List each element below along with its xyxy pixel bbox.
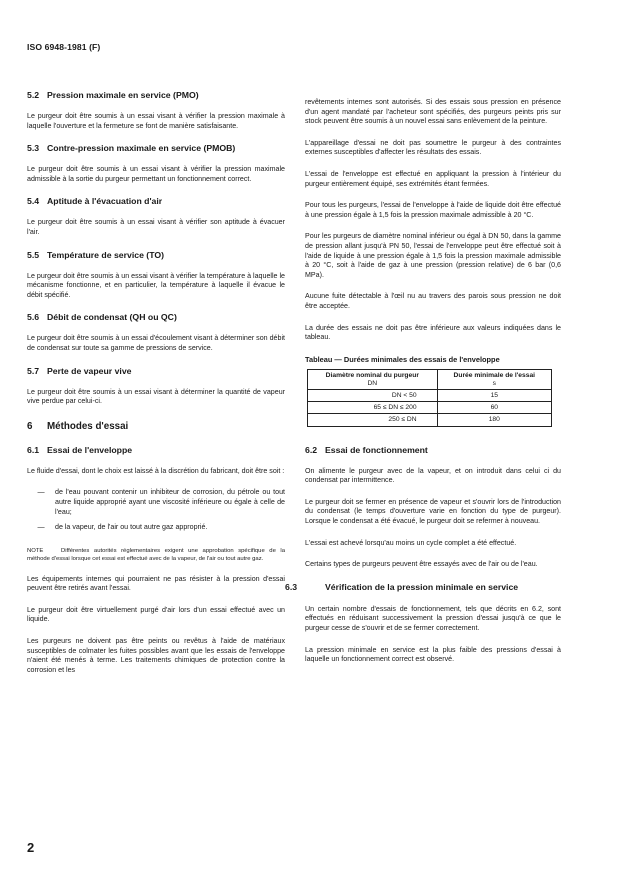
paragraph-6-2-cycle: L'essai est achevé lorsqu'au moins un cycle complet a été effectué. bbox=[305, 538, 517, 547]
paragraph-6-2-feed: On alimente le purgeur avec de la vapeur, et on introduit dans celui ci du condensat par intermittence. bbox=[305, 466, 561, 485]
paragraph-6-3-tests: Un certain nombre d'essais de fonctionnement, tels que décrits en 6.2, sont effectués en réduisant successivement la pression d'essai jusqu'à ce que le purgeur cesse de s'ouvrir et de se fermer correctement. bbox=[305, 604, 561, 632]
heading-6-2: 6.2 Essai de fonctionnement bbox=[305, 444, 428, 455]
paragraph-5-3: Le purgeur doit être soumis à un essai visant à vérifier la pression maximale admissible à la sortie du purgeur permettant un fonctionnement correct. bbox=[27, 165, 285, 183]
paragraph-coatings: revêtements internes sont autorisés. Si des essais sous pression en présence d'un agent mandaté par l'acheteur sont spécifiés, des purgeurs peints pris sur stock peuvent être soumis à un nouvel essai sans enlèvement de la peinture. bbox=[305, 98, 561, 126]
note: NOTE Différentes autorités réglementaires exigent une approbation spécifique de la méthode d'essai lorsque cet essai est effectué avec de la vapeur, de l'air ou tout autre gaz. bbox=[27, 547, 285, 562]
paragraph-5-2: Le purgeur doit être soumis à un essai visant à vérifier la pression maximale à laquelle l'ouverture et la fermeture se font de manière satisfaisante. bbox=[27, 112, 285, 130]
paragraph-duration: La durée des essais ne doit pas être inférieure aux valeurs indiquées dans le tableau. bbox=[305, 323, 561, 342]
table-row bbox=[308, 414, 552, 426]
paragraph-dn50: Pour les purgeurs de diamètre nominal inférieur ou égal à DN 50, dans la gamme de pression allant jusqu'à PN 50, l'essai de l'enveloppe peut être effectué soit à l'aide de liquide à une pression égale à 1,5 fois la pression maximale admissible à 20 °C, soit à l'aide de gaz à une pression (pression relative) de 6 bar (0,6 MPa). bbox=[305, 232, 561, 279]
heading-6-1: 6.1 Essai de l'enveloppe bbox=[27, 444, 133, 455]
paragraph-5-7: Le purgeur doit être soumis à un essai visant à déterminer la quantité de vapeur vive perdue par celui-ci. bbox=[27, 387, 285, 406]
table-cell-dn: DN < 50 bbox=[308, 389, 438, 401]
document-header: ISO 6948-1981 (F) bbox=[27, 42, 101, 52]
duration-table bbox=[307, 369, 552, 427]
paragraph-5-6: Le purgeur doit être soumis à un essai d'écoulement visant à déterminer son débit de condensat sur toute sa gamme de pressions de service. bbox=[27, 334, 285, 352]
list-item: — de la vapeur, de l'air ou tout autre gaz approprié. bbox=[37, 523, 208, 532]
right-column bbox=[285, 98, 561, 677]
heading-5-5: 5.5 Température de service (TO) bbox=[27, 249, 165, 260]
table-cell-duration: 60 bbox=[437, 401, 551, 413]
paragraph-6-3-minimum: La pression minimale en service est la plus faible des pressions d'essai à laquelle un fonctionnement correct est observé. bbox=[305, 645, 561, 664]
table-caption: Tableau — Durées minimales des essais de l'enveloppe bbox=[305, 354, 500, 364]
table-row bbox=[308, 401, 552, 413]
heading-6: 6 Méthodes d'essai bbox=[27, 420, 129, 432]
list-item: — de l'eau pouvant contenir un inhibiteur de corrosion, du pétrole ou tout autre liquide approprié ayant une viscosité inférieure ou égale à celle de l'eau; bbox=[37, 488, 285, 516]
paragraph-5-4: Le purgeur doit être soumis à un essai visant à vérifier son aptitude à évacuer l'air. bbox=[27, 218, 285, 236]
paragraph-apparatus: L'appareillage d'essai ne doit pas soumettre le purgeur à des contraintes externes susceptibles d'affecter les résultats des essais. bbox=[305, 138, 561, 157]
left-column bbox=[27, 90, 285, 687]
paragraph-shell-test: L'essai de l'enveloppe est effectué en appliquant la pression à l'intérieur du purgeur entièrement équipé, ses extrémités étant fermées. bbox=[305, 169, 561, 188]
table-row bbox=[308, 389, 552, 401]
paragraph-6-1-intro: Le fluide d'essai, dont le choix est laissé à la discrétion du fabricant, doit être soit : bbox=[27, 466, 285, 475]
table-cell-duration: 15 bbox=[437, 389, 551, 401]
table-cell-dn: 65 ≤ DN ≤ 200 bbox=[308, 401, 438, 413]
paragraph-6-2-close: Le purgeur doit se fermer en présence de vapeur et s'ouvrir lors de l'introduction du condensat (le temps d'ouverture varie en fonction du type de purgeur). Lorsque le condensat a été évacué, le purgeur doit se refermer à nouveau. bbox=[305, 497, 561, 525]
paragraph-6-1-paint: Les purgeurs ne doivent pas être peints ou revêtus à l'aide de matériaux susceptibles de colmater les fuites possibles avant que les essais de l'enveloppe n'aient été menés à terme. Les traitements chimiques de protection contre la corrosion et les bbox=[27, 637, 285, 674]
heading-5-6: 5.6 Débit de condensat (QH ou QC) bbox=[27, 312, 177, 323]
table-cell-dn: 250 ≤ DN bbox=[308, 414, 438, 426]
paragraph-leakage: Aucune fuite détectable à l'œil nu au travers des parois sous pression ne doit être acceptée. bbox=[305, 292, 561, 310]
paragraph-6-2-air: Certains types de purgeurs peuvent être essayés avec de l'air ou de l'eau. bbox=[305, 560, 538, 569]
table-header-dn: Diamètre nominal du purgeur DN bbox=[308, 369, 438, 389]
paragraph-6-1-equipment: Les équipements internes qui pourraient ne pas résister à la pression d'essai peuvent être retirés avant l'essai. bbox=[27, 574, 285, 593]
heading-5-7: 5.7 Perte de vapeur vive bbox=[27, 365, 132, 376]
table-header-duration: Durée minimale de l'essai s bbox=[437, 369, 551, 389]
paragraph-6-1-purge: Le purgeur doit être virtuellement purgé d'air lors d'un essai effectué avec un liquide. bbox=[27, 605, 285, 624]
heading-5-3: 5.3 Contre-pression maximale en service (PMOB) bbox=[27, 143, 236, 154]
heading-6-3: 6.3 Vérification de la pression minimale en service bbox=[285, 581, 519, 592]
heading-5-4: 5.4 Aptitude à l'évacuation d'air bbox=[27, 196, 163, 207]
paragraph-liquid-pressure: Pour tous les purgeurs, l'essai de l'enveloppe à l'aide de liquide doit être effectué à une pression égale à 1,5 fois la pression maximale admissible à 20 °C. bbox=[305, 201, 561, 219]
page-number: 2 bbox=[27, 840, 35, 855]
table-cell-duration: 180 bbox=[437, 414, 551, 426]
paragraph-5-5: Le purgeur doit être soumis à un essai visant à vérifier la température à laquelle le mécanisme fonctionne, et en particulier, la température à laquelle il évacue le débit spécifié. bbox=[27, 271, 285, 299]
heading-5-2: 5.2 Pression maximale en service (PMO) bbox=[27, 90, 199, 100]
